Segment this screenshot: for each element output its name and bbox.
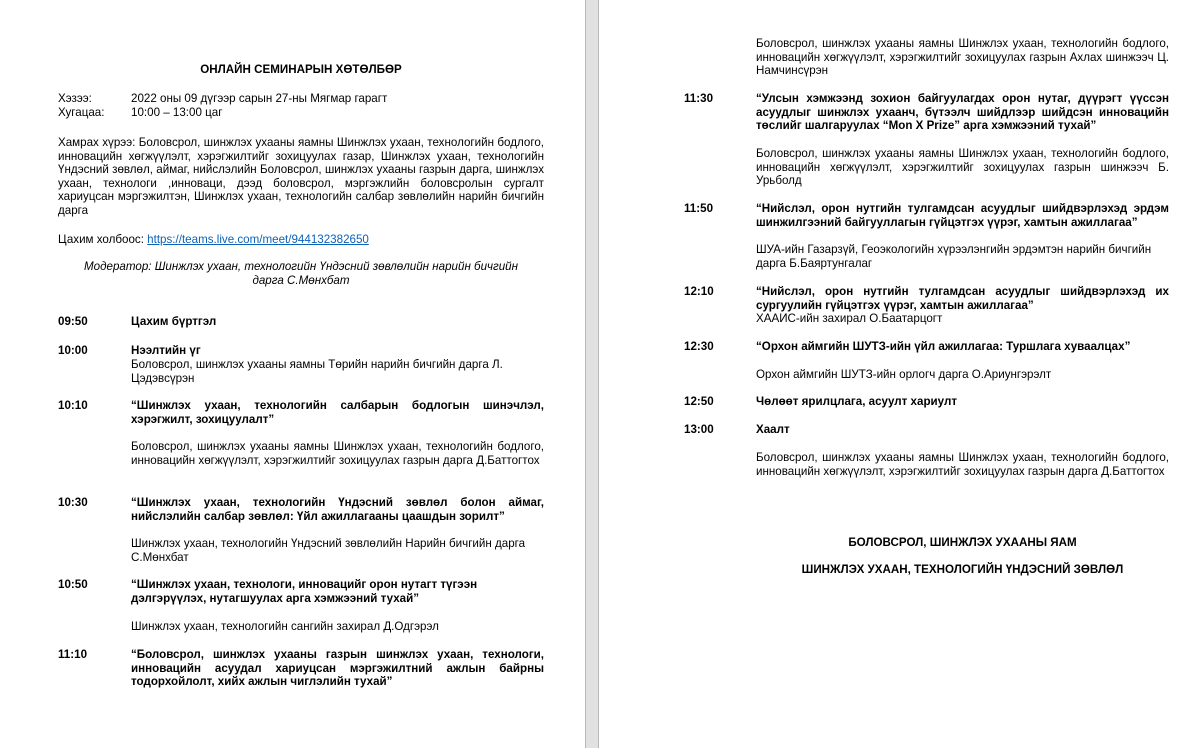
agenda-title: “Улсын хэмжээнд зохион байгуулагдах орон нутаг, дүүрэгт үүссэн асуудлыг шинжлэх ухаанч, бүтээлч шийдлээр шийдсэн инновацийн төслийг шалгаруулах “Mon X Prize” арга хэмжээний тухай” [756, 92, 1169, 133]
agenda-speaker: ШУА-ийн Газарзүй, Геоэкологийн хүрээлэнгийн эрдэмтэн нарийн бичгийн дарга Б.Баяртунгалаг [756, 243, 1152, 270]
agenda-title: “Шинжлэх ухаан, технологийн Үндэсний зөвлөл болон аймаг, нийслэлийн салбар зөвлөл: Үйл ажиллагааны цаашдын зорилт” [131, 496, 544, 523]
agenda-time: 09:50 [58, 315, 88, 328]
link-line [58, 233, 369, 247]
agenda-time: 11:30 [684, 92, 714, 105]
agenda-speaker: Орхон аймгийн ШУТЗ-ийн орлогч дарга О.Ариунгэрэлт [756, 368, 1052, 381]
date-label: Хэзээ: [58, 92, 92, 105]
agenda-speaker: Боловсрол, шинжлэх ухааны яамны Шинжлэх ухаан, технологийн бодлого, инновацийн хөгжүүлэлт, хэрэгжилтийг зохицуулах газрын дарга Д.Баттогтох [131, 440, 544, 467]
agenda-time: 10:30 [58, 496, 88, 509]
agenda-speaker: Шинжлэх ухаан, технологийн Үндэсний зөвлөлийн Нарийн бичгийн дарга С.Мөнхбат [131, 537, 526, 564]
agenda-speaker: Боловсрол, шинжлэх ухааны яамны Шинжлэх ухаан, технологийн бодлого, инновацийн хөгжүүлэлт, хэрэгжилтийг зохицуулах газрын шинжээч Б. Урьболд [756, 147, 1169, 188]
agenda-time: 12:30 [684, 340, 714, 353]
time-value: 10:00 – 13:00 цаг [131, 106, 223, 119]
page-title: ОНЛАЙН СЕМИНАРЫН ХӨТӨЛБӨР [200, 63, 402, 76]
agenda-title: “Шинжлэх ухаан, технологи, инновацийг орон нутагт түгээн дэлгэрүүлэх, нутагшуулах арга хэмжээний тухай” [131, 578, 478, 605]
agenda-time: 12:50 [684, 395, 714, 408]
agenda-title: Хаалт [756, 423, 790, 436]
document-page-right [600, 0, 1195, 748]
agenda-time: 13:00 [684, 423, 714, 436]
org-line-council: ШИНЖЛЭХ УХААН, ТЕХНОЛОГИЙН ҮНДЭСНИЙ ЗӨВЛӨЛ [801, 563, 1124, 576]
page-gutter [585, 0, 599, 748]
meeting-link[interactable]: https://teams.live.com/meet/944132382650 [147, 233, 369, 246]
agenda-title: “Нийслэл, орон нутгийн тулгамдсан асуудлыг шийдвэрлэхэд эрдэм шинжилгээний байгууллагын гүйцэтгэх үүрэг, хамтын ажиллагаа” [756, 202, 1169, 229]
agenda-title: Цахим бүртгэл [131, 315, 217, 328]
time-label: Хугацаа: [58, 106, 105, 119]
agenda-title: Чөлөөт ярилцлага, асуулт хариулт [756, 395, 957, 408]
org-line-ministry: БОЛОВСРОЛ, ШИНЖЛЭХ УХААНЫ ЯАМ [848, 536, 1077, 549]
agenda-speaker-continued: Боловсрол, шинжлэх ухааны яамны Шинжлэх ухаан, технологийн бодлого, инновацийн хөгжүүлэлт, хэрэгжилтийг зохицуулах газрын Ахлах шинжээч Ц. Намчинсүрэн [756, 37, 1169, 78]
agenda-time: 11:50 [684, 202, 714, 215]
agenda-title: Нээлтийн үг [131, 344, 201, 357]
agenda-title: “Орхон аймгийн ШУТЗ-ийн үйл ажиллагаа: Туршлага хуваалцах” [756, 340, 1131, 353]
agenda-time: 10:50 [58, 578, 88, 591]
agenda-speaker: Шинжлэх ухаан, технологийн сангийн захирал Д.Одгэрэл [131, 620, 439, 633]
agenda-speaker: ХААИС-ийн захирал О.Баатарцогт [756, 312, 943, 325]
agenda-time: 10:10 [58, 399, 88, 412]
date-value: 2022 оны 09 дүгээр сарын 27-ны Мягмар гарагт [131, 92, 388, 105]
agenda-time: 10:00 [58, 344, 88, 357]
agenda-time: 12:10 [684, 285, 714, 298]
moderator-note: Модератор: Шинжлэх ухаан, технологийн Үндэсний зөвлөлийн нарийн бичгийн дарга С.Мөнхбат [83, 260, 519, 287]
scope-paragraph: Хамрах хүрээ: Боловсрол, шинжлэх ухааны яамны Шинжлэх ухаан, технологийн бодлого, инновацийн хөгжүүлэлт, хэрэгжилтийг зохицуулах газар, Шинжлэх ухаан, технологийн Үндэсний зөвлөл, аймаг, нийслэлийн Боловсрол, шинжлэх ухааны газрын дарга, шинжлэх ухаан, технологи ,инноваци, дээд боловсрол, мэргэжлийн боловсролын сургалт хариуцсан мэргэжилтэн, Шинжлэх ухаан, технологийн салбар зөвлөлийн нарийн бичгийн дарга [58, 136, 544, 217]
document-page-left [0, 0, 585, 748]
agenda-title: “Шинжлэх ухаан, технологийн салбарын бодлогын шинэчлэл, хэрэгжилт, зохицуулалт” [131, 399, 544, 426]
link-label: Цахим холбоос: [58, 233, 148, 246]
agenda-speaker: Боловсрол, шинжлэх ухааны яамны Шинжлэх ухаан, технологийн бодлого, инновацийн хөгжүүлэлт, хэрэгжилтийг зохицуулах газрын дарга Д.Баттогтох [756, 451, 1169, 478]
agenda-time: 11:10 [58, 648, 88, 661]
agenda-title: “Боловсрол, шинжлэх ухааны газрын шинжлэх ухаан, технологи, инновацийн асуудал хариуцсан мэргэжилтний ажлын байрны тодорхойлолт, хийх ажлын чиглэлийн тухай” [131, 648, 544, 689]
agenda-title: “Нийслэл, орон нутгийн тулгамдсан асуудлыг шийдвэрлэхэд их сургуулийн гүйцэтгэх үүрэг, хамтын ажиллагаа” [756, 285, 1169, 312]
agenda-speaker: Боловсрол, шинжлэх ухааны яамны Төрийн нарийн бичгийн дарга Л. Цэдэвсүрэн [131, 358, 503, 385]
